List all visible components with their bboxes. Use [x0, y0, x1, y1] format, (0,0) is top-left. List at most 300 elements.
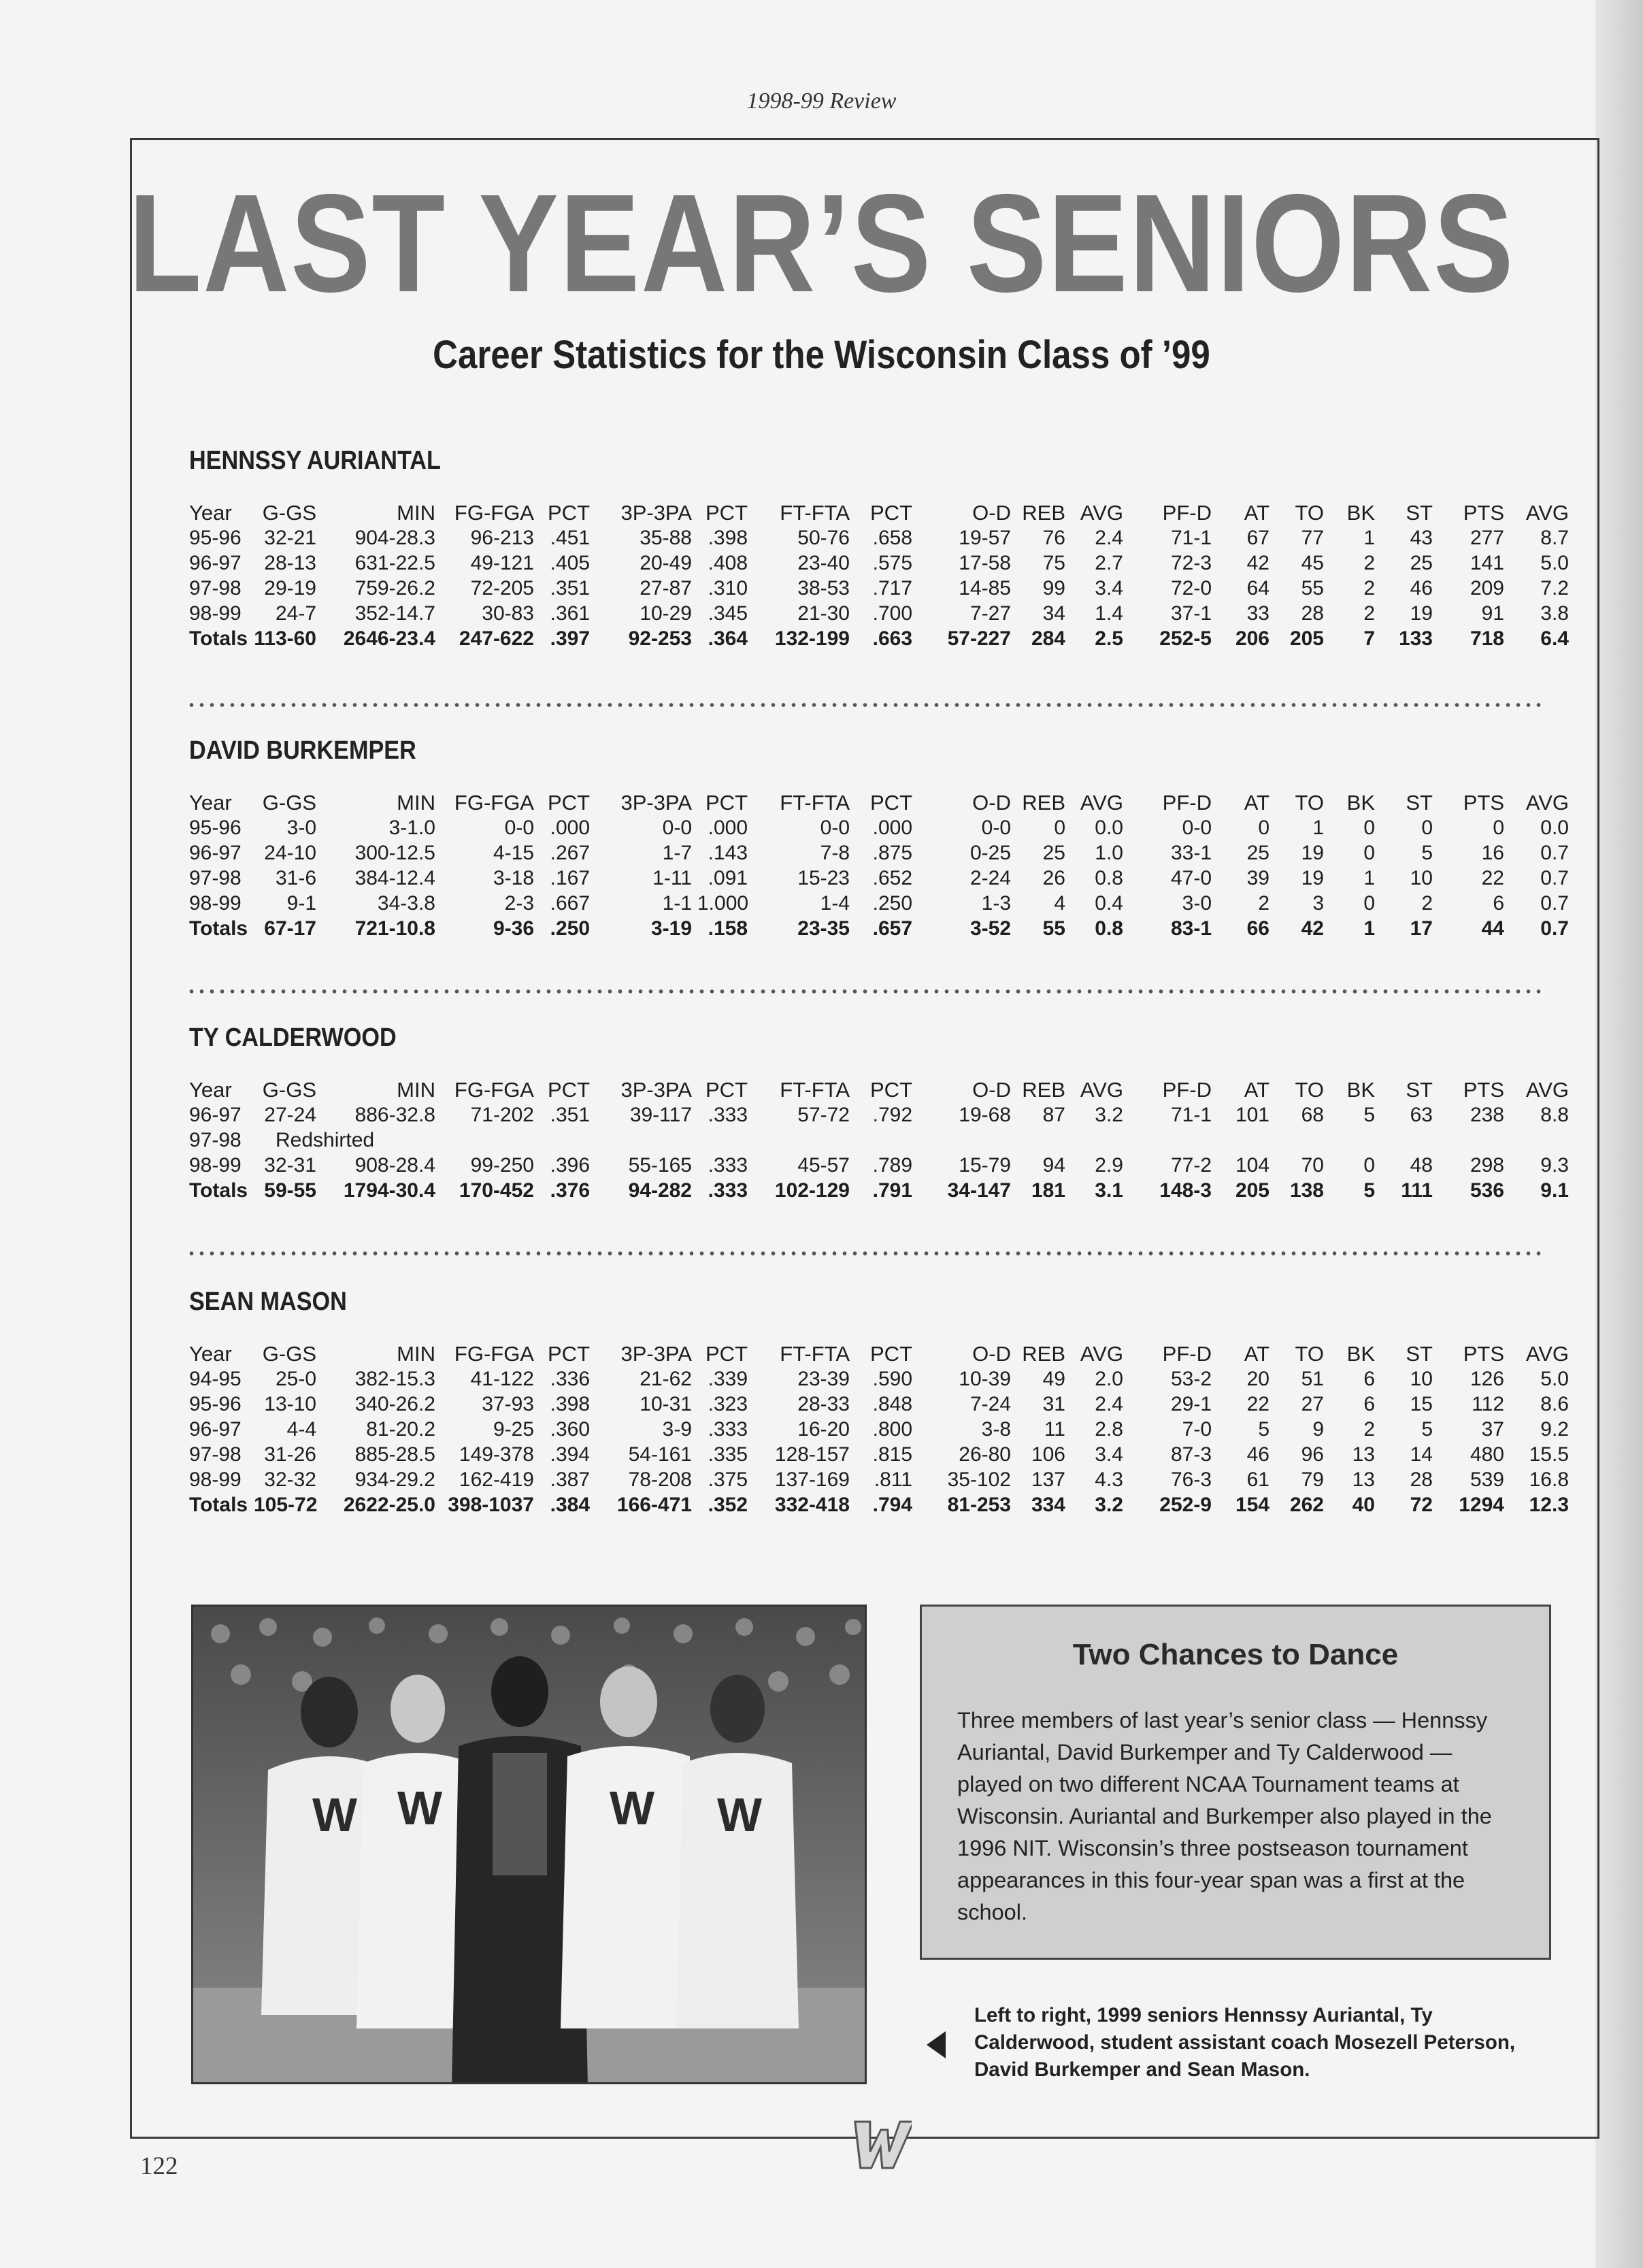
stat-cell: 154 [1235, 1494, 1269, 1516]
stat-cell: 13 [1352, 1443, 1375, 1466]
stat-cell: 28-13 [264, 552, 316, 574]
stat-cell: 102-129 [774, 1179, 850, 1202]
column-header: BK [1346, 501, 1375, 525]
dotted-divider [186, 1251, 1542, 1256]
stat-cell: 67-17 [264, 917, 316, 940]
stat-cell: 25 [1410, 552, 1433, 574]
stat-cell: 49-121 [470, 552, 534, 574]
stat-cell: .323 [708, 1393, 748, 1415]
stat-cell: 9-25 [493, 1418, 534, 1441]
stat-cell: 57-72 [797, 1104, 850, 1126]
stat-cell: .351 [550, 1104, 590, 1126]
stat-cell: 0 [1493, 817, 1504, 839]
stat-cell: 1-1 [662, 892, 692, 915]
stat-cell: .398 [708, 527, 748, 549]
stat-cell: 1.4 [1095, 602, 1123, 625]
stat-cell: 27-87 [640, 577, 692, 599]
stat-cell: 105-72 [254, 1494, 318, 1516]
stat-cell: 23-39 [797, 1368, 850, 1390]
stat-cell: 9.2 [1540, 1418, 1569, 1441]
stat-cell: 4-15 [493, 842, 534, 864]
stat-cell: 0-0 [1182, 817, 1212, 839]
stat-cell: 72-0 [1170, 577, 1212, 599]
stat-cell: 0-0 [504, 817, 534, 839]
column-header: REB [1022, 791, 1065, 815]
stat-cell: 0-0 [820, 817, 850, 839]
stat-cell: 5 [1421, 842, 1433, 864]
stat-cell: 2622-25.0 [343, 1494, 435, 1516]
column-header: TO [1295, 791, 1324, 815]
column-header: PTS [1463, 791, 1504, 815]
stat-cell: 2.7 [1095, 552, 1123, 574]
column-header: AVG [1525, 1078, 1569, 1102]
stat-cell: 72-3 [1170, 552, 1212, 574]
column-header: AVG [1080, 1078, 1123, 1102]
stat-cell: 3.8 [1540, 602, 1569, 625]
stat-cell: 2 [1363, 577, 1375, 599]
stat-cell: 536 [1470, 1179, 1504, 1202]
stat-cell: 166-471 [616, 1494, 692, 1516]
column-header: G-GS [262, 501, 316, 525]
column-header: Year [189, 1342, 232, 1366]
season-row [186, 525, 1572, 550]
stat-cell: .339 [708, 1368, 748, 1390]
stat-cell: 25-0 [275, 1368, 316, 1390]
column-header: AVG [1080, 501, 1123, 525]
header-row [186, 1077, 1572, 1102]
stat-cell: .397 [550, 627, 590, 650]
stat-cell: 3-1.0 [388, 817, 435, 839]
stat-cell: 7.2 [1540, 577, 1569, 599]
stat-cell: Totals [189, 1494, 248, 1516]
stat-cell: 8.7 [1540, 527, 1569, 549]
stat-cell: 53-2 [1170, 1368, 1212, 1390]
stat-cell: 40 [1352, 1494, 1375, 1516]
stat-cell: 0-25 [969, 842, 1011, 864]
stat-cell: 0.4 [1095, 892, 1123, 915]
column-header: PCT [706, 501, 748, 525]
player-section-calderwood [186, 1023, 1569, 1203]
stat-cell: 759-26.2 [354, 577, 435, 599]
stat-cell: 26 [1042, 867, 1065, 889]
stat-cell: 247-622 [459, 627, 534, 650]
stat-cell: 1-4 [820, 892, 850, 915]
stat-cell: 0 [1363, 1154, 1375, 1177]
stat-cell: 539 [1470, 1468, 1504, 1491]
stat-cell: 2.4 [1095, 527, 1123, 549]
stat-cell: .000 [550, 817, 590, 839]
stat-cell: 2.9 [1095, 1154, 1123, 1177]
stat-cell: 63 [1410, 1104, 1433, 1126]
stat-cell: 95-96 [189, 1393, 242, 1415]
column-header: Year [189, 501, 232, 525]
stat-cell: 77 [1301, 527, 1324, 549]
sidebar-body: Three members of last year’s senior class — Hennssy Auriantal, David Burkemper and Ty Calderwood — played on two different NCAA Tournament teams at Wisconsin. Auriantal and Burkemper also played in the 1996 NIT. Wisconsin’s three postseason tournament appearances in this four-year span was a first at the school. [957, 1708, 1492, 1924]
stat-cell: 77-2 [1170, 1154, 1212, 1177]
stat-cell: 17 [1410, 917, 1433, 940]
stat-cell: .394 [550, 1443, 590, 1466]
stat-cell: .361 [550, 602, 590, 625]
column-header: Year [189, 1078, 232, 1102]
stat-cell: .667 [550, 892, 590, 915]
stat-cell: 45-57 [797, 1154, 850, 1177]
column-header: REB [1022, 1078, 1065, 1102]
stat-cell: 5 [1258, 1418, 1269, 1441]
stat-cell: 11 [1044, 1418, 1065, 1441]
page-number: 122 [140, 2152, 178, 2180]
stat-cell: .398 [550, 1393, 590, 1415]
stat-cell: 721-10.8 [354, 917, 435, 940]
stat-cell: 934-29.2 [354, 1468, 435, 1491]
stat-cell: 4 [1054, 892, 1065, 915]
stat-cell: Totals [189, 1179, 248, 1202]
column-header: ST [1406, 791, 1433, 815]
stat-cell: 2.5 [1095, 627, 1123, 650]
column-header: REB [1022, 501, 1065, 525]
stat-cell: 16-20 [797, 1418, 850, 1441]
column-header: FT-FTA [780, 501, 850, 525]
column-header: PCT [706, 791, 748, 815]
stat-cell: 1.000 [697, 892, 749, 915]
stat-cell: 0.7 [1540, 917, 1569, 940]
stat-cell: 29-1 [1170, 1393, 1212, 1415]
page-subtitle: Career Statistics for the Wisconsin Class of ’99 [433, 333, 1210, 377]
stat-cell: 81-20.2 [366, 1418, 435, 1441]
column-header: 3P-3PA [620, 1078, 692, 1102]
stat-cell: 71-1 [1170, 1104, 1212, 1126]
stat-cell: 31 [1042, 1393, 1065, 1415]
season-row [186, 815, 1572, 840]
stat-cell: 12.3 [1529, 1494, 1569, 1516]
stat-cell: .451 [550, 527, 590, 549]
column-header: PF-D [1162, 1342, 1212, 1366]
stat-cell: 5 [1363, 1104, 1375, 1126]
season-row [186, 840, 1572, 866]
stat-cell: 29-19 [264, 577, 316, 599]
stat-cell: 3.4 [1095, 1443, 1123, 1466]
stat-cell: 3-9 [662, 1418, 692, 1441]
stat-cell: 3-8 [981, 1418, 1011, 1441]
stat-cell: 1 [1363, 917, 1375, 940]
stat-cell: 0-0 [981, 817, 1011, 839]
stat-cell: 1-3 [981, 892, 1011, 915]
stat-cell: .717 [872, 577, 912, 599]
stat-cell: 332-418 [774, 1494, 850, 1516]
stat-cell: 33-1 [1170, 842, 1212, 864]
stat-cell: 41-122 [470, 1368, 534, 1390]
stat-cell: 37-1 [1170, 602, 1212, 625]
stat-cell: 78-208 [628, 1468, 692, 1491]
stat-cell: 22 [1481, 867, 1504, 889]
player-name: SEAN MASON [189, 1287, 347, 1316]
season-row [186, 1153, 1572, 1178]
stat-cell: 181 [1031, 1179, 1065, 1202]
column-header: AVG [1080, 1342, 1123, 1366]
stat-cell: 908-28.4 [354, 1154, 435, 1177]
stat-cell: 0.7 [1540, 842, 1569, 864]
stat-cell: Totals [189, 917, 248, 940]
season-row [186, 1442, 1572, 1467]
stat-cell: 106 [1031, 1443, 1065, 1466]
stat-cell: 3.2 [1095, 1494, 1123, 1516]
stat-cell: 111 [1401, 1179, 1433, 1202]
stat-cell: .333 [708, 1418, 748, 1441]
stat-cell: 44 [1481, 917, 1504, 940]
season-row [186, 1102, 1572, 1128]
stat-cell: 37 [1481, 1418, 1504, 1441]
stat-cell: 9-36 [493, 917, 534, 940]
stat-cell: 138 [1289, 1179, 1324, 1202]
stat-cell: 7-0 [1182, 1418, 1212, 1441]
stat-cell: .000 [872, 817, 912, 839]
stat-cell: 35-88 [640, 527, 692, 549]
stat-cell: 162-419 [459, 1468, 534, 1491]
stat-cell: 284 [1031, 627, 1065, 650]
stat-cell: 26-80 [959, 1443, 1011, 1466]
stat-cell: 209 [1470, 577, 1504, 599]
team-photo [191, 1605, 867, 2084]
stat-cell: .800 [872, 1418, 912, 1441]
stat-cell: 75 [1042, 552, 1065, 574]
sidebar-title: Two Chances to Dance [1072, 1638, 1399, 1671]
stat-cell: 148-3 [1159, 1179, 1212, 1202]
stat-cell: 13 [1352, 1468, 1375, 1491]
stat-cell: .396 [550, 1154, 590, 1177]
stat-cell: 50-76 [797, 527, 850, 549]
stat-cell: 8.8 [1540, 1104, 1569, 1126]
column-header: AT [1244, 1078, 1269, 1102]
stat-cell: 334 [1031, 1494, 1065, 1516]
stat-cell: 2 [1421, 892, 1433, 915]
page-title: LAST YEAR’S SENIORS [128, 165, 1515, 321]
stat-cell: 10-39 [959, 1368, 1011, 1390]
stat-cell: 6 [1493, 892, 1504, 915]
stat-cell: 2 [1363, 602, 1375, 625]
stat-cell: 2 [1258, 892, 1269, 915]
stat-cell: 4.3 [1095, 1468, 1123, 1491]
stat-cell: .792 [872, 1104, 912, 1126]
stat-cell: 21-30 [797, 602, 850, 625]
stat-cell: 71-1 [1170, 527, 1212, 549]
stat-cell: 31-6 [275, 867, 316, 889]
totals-row [186, 1492, 1572, 1517]
stat-cell: 149-378 [459, 1443, 534, 1466]
stat-cell: 98-99 [189, 602, 242, 625]
stat-cell: 4-4 [286, 1418, 316, 1441]
stat-cell: 6 [1363, 1368, 1375, 1390]
column-header: PTS [1463, 501, 1504, 525]
stat-cell: 20 [1246, 1368, 1269, 1390]
column-header: PF-D [1162, 1078, 1212, 1102]
column-header: PCT [870, 501, 912, 525]
stat-cell: 3.4 [1095, 577, 1123, 599]
player-name: HENNSSY AURIANTAL [189, 446, 441, 475]
stat-cell: 5 [1421, 1418, 1433, 1441]
stat-cell: 1 [1363, 867, 1375, 889]
stat-cell: .794 [872, 1494, 912, 1516]
stat-cell: .663 [872, 627, 912, 650]
column-header: PTS [1463, 1342, 1504, 1366]
stat-cell: 34-147 [947, 1179, 1011, 1202]
stat-cell: .408 [708, 552, 748, 574]
stat-cell: 15-79 [959, 1154, 1011, 1177]
stat-cell: 205 [1289, 627, 1324, 650]
stat-cell: 384-12.4 [354, 867, 435, 889]
stat-cell: 14-85 [959, 577, 1011, 599]
stat-cell: 66 [1246, 917, 1269, 940]
season-row [186, 1128, 1572, 1153]
column-header: PCT [870, 791, 912, 815]
stat-cell: 16 [1481, 842, 1504, 864]
stat-cell: 3-18 [493, 867, 534, 889]
stat-cell: 94 [1042, 1154, 1065, 1177]
svg-text:W: W [610, 1781, 655, 1835]
stat-cell: 72 [1410, 1494, 1433, 1516]
stat-cell: .815 [872, 1443, 912, 1466]
stat-cell: 137-169 [774, 1468, 850, 1491]
column-header: PCT [548, 1078, 590, 1102]
column-header: G-GS [262, 1342, 316, 1366]
stat-cell: 98-99 [189, 1468, 242, 1491]
stat-cell: 79 [1301, 1468, 1324, 1491]
stat-cell: 38-53 [797, 577, 850, 599]
stat-cell: 3 [1312, 892, 1324, 915]
stat-cell: .376 [550, 1179, 590, 1202]
stat-cell: .405 [550, 552, 590, 574]
stat-cell: 19 [1410, 602, 1433, 625]
stat-cell: .143 [708, 842, 748, 864]
stat-cell: 46 [1410, 577, 1433, 599]
stat-cell: .789 [872, 1154, 912, 1177]
season-row [186, 550, 1572, 576]
stat-cell: 262 [1289, 1494, 1324, 1516]
stat-cell: 9 [1312, 1418, 1324, 1441]
stat-cell: 718 [1470, 627, 1504, 650]
stat-cell: 55 [1301, 577, 1324, 599]
stat-cell: 252-5 [1159, 627, 1212, 650]
stat-cell: 76 [1042, 527, 1065, 549]
stat-cell: 1 [1312, 817, 1324, 839]
season-row [186, 576, 1572, 601]
stat-cell: 99-250 [470, 1154, 534, 1177]
stats-table [186, 1077, 1572, 1203]
stat-cell: .333 [708, 1179, 748, 1202]
column-header: FG-FGA [454, 501, 534, 525]
stat-cell: 47-0 [1170, 867, 1212, 889]
stat-cell: 2 [1363, 1418, 1375, 1441]
stat-cell: 2 [1363, 552, 1375, 574]
svg-text:W: W [717, 1788, 763, 1841]
stat-cell: 3-19 [650, 917, 692, 940]
column-header: TO [1295, 1342, 1324, 1366]
stat-cell: 8.6 [1540, 1393, 1569, 1415]
sidebar-box [920, 1605, 1551, 1960]
dotted-divider [186, 702, 1542, 708]
column-header: O-D [972, 1342, 1011, 1366]
header-row [186, 1341, 1572, 1366]
column-header: BK [1346, 791, 1375, 815]
stat-cell: 252-9 [1159, 1494, 1212, 1516]
season-row [186, 1417, 1572, 1442]
stat-cell: 2.4 [1095, 1393, 1123, 1415]
stat-cell: 104 [1235, 1154, 1269, 1177]
stat-cell: 0 [1363, 842, 1375, 864]
stat-cell: 1794-30.4 [343, 1179, 435, 1202]
stat-cell: 340-26.2 [354, 1393, 435, 1415]
stat-cell: 5.0 [1540, 1368, 1569, 1390]
stat-cell: 34-3.8 [377, 892, 435, 915]
stat-cell: 71-202 [470, 1104, 534, 1126]
stat-cell: 0.0 [1095, 817, 1123, 839]
stat-cell: 205 [1235, 1179, 1269, 1202]
motion-w-logo-icon [844, 2109, 912, 2177]
stat-cell: 7 [1363, 627, 1375, 650]
season-row [186, 1366, 1572, 1392]
stat-cell: 382-15.3 [354, 1368, 435, 1390]
totals-row [186, 626, 1572, 651]
column-header: PF-D [1162, 791, 1212, 815]
stat-cell: 70 [1301, 1154, 1324, 1177]
stat-cell: 9.3 [1540, 1154, 1569, 1177]
stat-cell: 2.8 [1095, 1418, 1123, 1441]
stat-cell: 133 [1398, 627, 1433, 650]
stat-cell: 72-205 [470, 577, 534, 599]
column-header: AVG [1525, 791, 1569, 815]
stat-cell: 1294 [1459, 1494, 1504, 1516]
stat-cell: 27-24 [264, 1104, 316, 1126]
stat-cell: 9-1 [286, 892, 316, 915]
stats-table [186, 500, 1572, 651]
stat-cell: .091 [708, 867, 748, 889]
column-header: FG-FGA [454, 1342, 534, 1366]
player-section-burkemper [186, 736, 1569, 941]
stat-cell: 43 [1410, 527, 1433, 549]
stat-cell: .352 [708, 1494, 748, 1516]
stat-cell: .336 [550, 1368, 590, 1390]
stats-table [186, 1341, 1572, 1517]
stat-cell: 25 [1246, 842, 1269, 864]
stat-cell: 7-8 [820, 842, 850, 864]
column-header: FT-FTA [780, 1078, 850, 1102]
column-header: ST [1406, 1078, 1433, 1102]
stat-cell: 96-213 [470, 527, 534, 549]
column-header: PF-D [1162, 501, 1212, 525]
stat-cell: 23-35 [797, 917, 850, 940]
stat-cell: 91 [1481, 602, 1504, 625]
stat-cell: 0 [1421, 817, 1433, 839]
stat-cell: 886-32.8 [354, 1104, 435, 1126]
running-header: 1998-99 Review [746, 88, 897, 114]
stat-cell: 904-28.3 [354, 527, 435, 549]
stat-cell: 33 [1246, 602, 1269, 625]
stat-cell: 480 [1470, 1443, 1504, 1466]
stat-cell: .250 [872, 892, 912, 915]
stat-cell: 15.5 [1529, 1443, 1569, 1466]
stat-cell: .575 [872, 552, 912, 574]
column-header: PTS [1463, 1078, 1504, 1102]
stat-cell: 32-31 [264, 1154, 316, 1177]
stat-cell: 21-62 [640, 1368, 692, 1390]
stat-cell: 0 [1054, 817, 1065, 839]
stat-cell: 113-60 [254, 627, 316, 650]
stat-cell: 96-97 [189, 842, 242, 864]
stat-cell: 97-98 [189, 577, 242, 599]
stat-cell: 94-95 [189, 1368, 242, 1390]
stat-cell: 37-93 [482, 1393, 534, 1415]
stat-cell: 31-26 [264, 1443, 316, 1466]
stat-cell: 42 [1301, 917, 1324, 940]
stat-cell: 0.8 [1095, 867, 1123, 889]
